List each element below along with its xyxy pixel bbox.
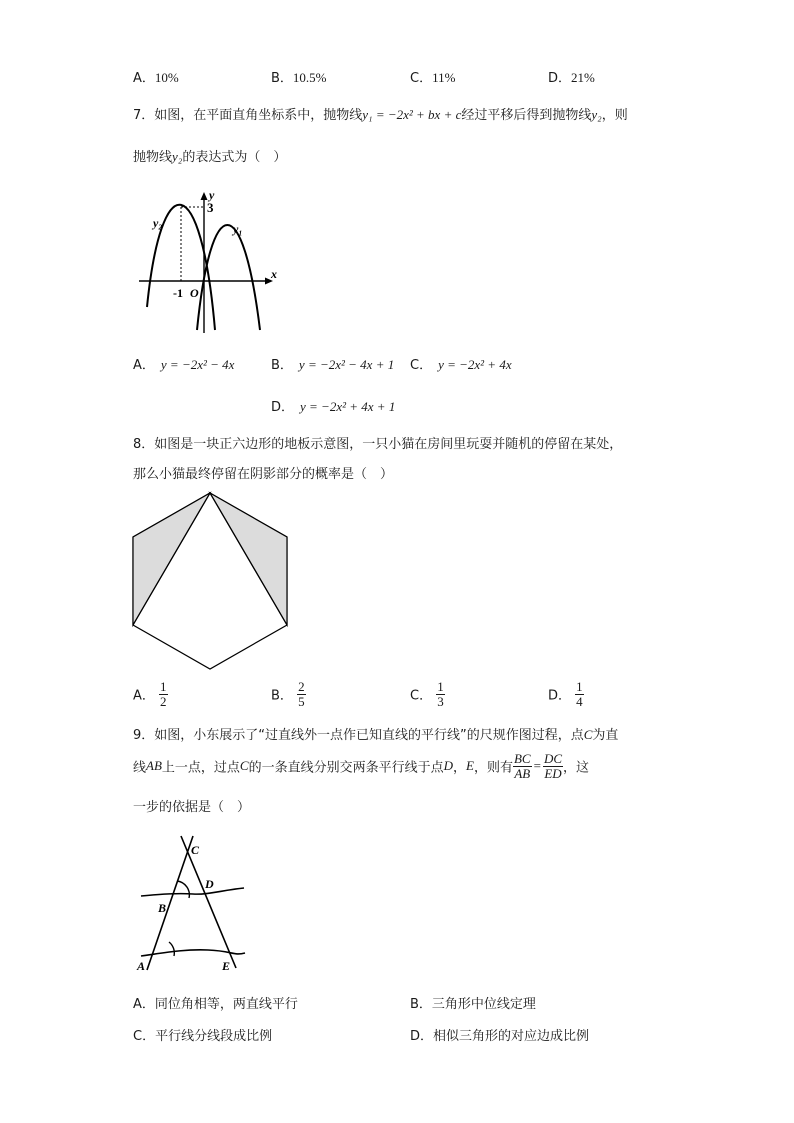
y-value-3-label: 3 <box>207 200 214 215</box>
q9-option-a: A．同位角相等，两直线平行 <box>133 997 298 1012</box>
q9-option-d: D．相似三角形的对应边成比例 <box>410 1029 590 1044</box>
q9-stem-line1: 9．如图，小东展示了“过直线外一点作已知直线的平行线”的尺规作图过程，点C为直 <box>133 727 619 743</box>
q8-option-a: A． $\frac{1}{2}$ <box>133 679 167 709</box>
line-ce <box>181 836 236 968</box>
q7-option-c: C． y = −2x² + 4x <box>410 357 512 373</box>
q8-option-c: C． $\frac{1}{3}$ <box>410 679 444 709</box>
curve-y2-label: y₂ <box>153 216 163 230</box>
upper-parallel-line <box>141 888 244 896</box>
q7-parabola-figure <box>133 185 283 335</box>
q7-option-b: B． y = −2x² − 4x + 1 <box>271 357 395 373</box>
curve-y1-label: y₁ <box>233 222 243 236</box>
q9-stem-line3: 一步的依据是（ ） <box>133 800 251 815</box>
q9-option-b: B．三角形中位线定理 <box>410 997 536 1012</box>
q7-option-a: A． y = −2x² − 4x <box>133 357 235 373</box>
point-e-label: E <box>222 959 231 973</box>
point-d-label: D <box>205 877 214 891</box>
point-a-label: A <box>137 959 146 973</box>
origin-label: O <box>190 286 199 300</box>
q9-stem-line2: 线AB上一点，过点C的一条直线分别交两条平行线于点D，E，则有 $\frac{BC}{AB}$ = $\frac{DC}{ED}$ ，这 <box>133 751 590 781</box>
q8-hexagon-figure <box>130 490 292 672</box>
x-axis-label: x <box>271 267 277 281</box>
q6-option-b: B．10.5% <box>271 70 327 86</box>
q6-option-a: A．10% <box>133 70 179 86</box>
y-axis-arrow <box>201 192 208 200</box>
q7-option-d: D． y = −2x² + 4x + 1 <box>271 399 396 415</box>
parabola-y1-curve <box>197 225 260 330</box>
angle-arc-b <box>177 881 189 898</box>
point-b-label: B <box>158 901 167 915</box>
q8-stem-line1: 8．如图是一块正六边形的地板示意图，一只小猫在房间里玩耍并随机的停留在某处， <box>133 437 623 452</box>
q9-construction-figure <box>133 832 253 977</box>
angle-arc-a <box>169 942 174 956</box>
q7-stem-line1: 7．如图，在平面直角坐标系中，抛物线y₁ = −2x² + bx + c经过平移后得到抛物线y₂，则 <box>133 107 628 123</box>
y-axis-label: y <box>209 188 215 202</box>
point-c-label: C <box>191 843 200 857</box>
q8-stem-line2: 那么小猫最终停留在阴影部分的概率是（ ） <box>133 467 394 482</box>
q8-option-b: B． $\frac{2}{5}$ <box>271 679 305 709</box>
q6-option-d: D．21% <box>548 70 595 86</box>
q7-stem-line2: 抛物线y₂的表达式为（ ） <box>133 149 287 165</box>
q8-option-d: D． $\frac{1}{4}$ <box>548 679 583 709</box>
q6-option-c: C．11% <box>410 70 456 86</box>
x-value-neg1-label: -1 <box>173 286 183 300</box>
q9-option-c: C．平行线分线段成比例 <box>133 1029 273 1044</box>
